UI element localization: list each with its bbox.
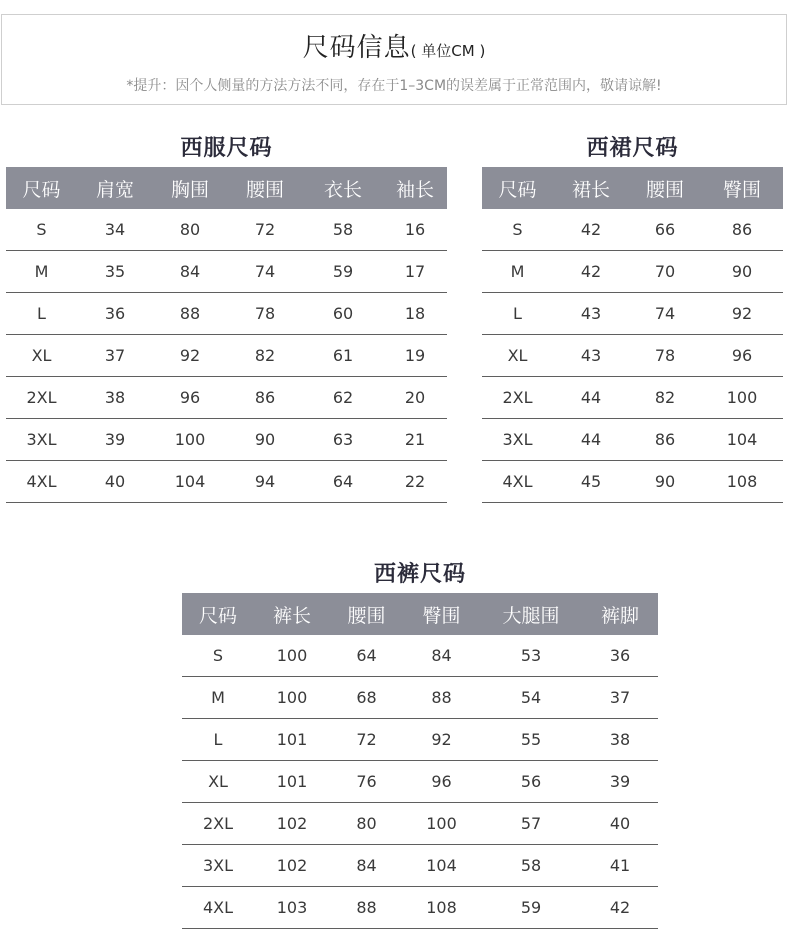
measurement-cell: 90 <box>227 419 303 461</box>
measurement-cell: 104 <box>403 845 480 887</box>
table-row <box>182 761 658 803</box>
measurement-cell: 58 <box>303 209 383 251</box>
skirt-size-table <box>482 167 783 503</box>
measurement-cell: 22 <box>383 461 447 503</box>
column-header: 臀围 <box>701 167 783 209</box>
measurement-cell: 101 <box>254 719 330 761</box>
measurement-cell: 84 <box>330 845 403 887</box>
column-header: 裤长 <box>254 593 330 635</box>
table-row <box>482 293 783 335</box>
table-row <box>482 251 783 293</box>
measurement-cell: 35 <box>77 251 153 293</box>
measurement-cell: 108 <box>701 461 783 503</box>
size-cell: M <box>182 677 254 719</box>
column-header: 大腿围 <box>480 593 582 635</box>
table-row <box>6 461 447 503</box>
size-cell: S <box>6 209 77 251</box>
measurement-cell: 57 <box>480 803 582 845</box>
measurement-cell: 78 <box>629 335 701 377</box>
table-row <box>6 209 447 251</box>
table-row <box>6 293 447 335</box>
measurement-cell: 44 <box>553 377 629 419</box>
measurement-cell: 53 <box>480 635 582 677</box>
measurement-cell: 55 <box>480 719 582 761</box>
measurement-cell: 92 <box>701 293 783 335</box>
column-header: 胸围 <box>153 167 227 209</box>
measurement-cell: 102 <box>254 803 330 845</box>
measurement-cell: 96 <box>701 335 783 377</box>
table-header-row <box>6 167 447 209</box>
size-cell: XL <box>182 761 254 803</box>
size-cell: 3XL <box>182 845 254 887</box>
measurement-cell: 38 <box>582 719 658 761</box>
size-cell: XL <box>482 335 553 377</box>
size-cell: 3XL <box>6 419 77 461</box>
column-header: 腰围 <box>330 593 403 635</box>
measurement-cell: 72 <box>330 719 403 761</box>
size-cell: 2XL <box>182 803 254 845</box>
measurement-cell: 59 <box>303 251 383 293</box>
size-cell: L <box>182 719 254 761</box>
measurement-cell: 86 <box>629 419 701 461</box>
column-header: 尺码 <box>6 167 77 209</box>
table-row <box>482 461 783 503</box>
measurement-cell: 70 <box>629 251 701 293</box>
measurement-cell: 56 <box>480 761 582 803</box>
table-row <box>182 887 658 929</box>
measurement-cell: 44 <box>553 419 629 461</box>
page-title <box>2 27 786 64</box>
measurement-cell: 63 <box>303 419 383 461</box>
measurement-cell: 17 <box>383 251 447 293</box>
size-cell: 4XL <box>182 887 254 929</box>
measurement-cell: 19 <box>383 335 447 377</box>
size-cell: S <box>482 209 553 251</box>
table-row <box>6 251 447 293</box>
measurement-cell: 102 <box>254 845 330 887</box>
title-text: 尺码信息 <box>302 33 411 63</box>
measurement-cell: 43 <box>553 293 629 335</box>
size-cell: S <box>182 635 254 677</box>
measurement-cell: 58 <box>480 845 582 887</box>
size-cell: L <box>6 293 77 335</box>
measurement-cell: 104 <box>153 461 227 503</box>
measurement-note: *提升：因个人侧量的方法方法不同，存在于1–3CM的误差属于正常范围内，敬请谅解! <box>126 78 662 94</box>
table-row <box>482 209 783 251</box>
column-header: 裤脚 <box>582 593 658 635</box>
measurement-cell: 100 <box>701 377 783 419</box>
measurement-cell: 86 <box>227 377 303 419</box>
measurement-cell: 92 <box>403 719 480 761</box>
measurement-cell: 100 <box>254 635 330 677</box>
size-cell: 2XL <box>482 377 553 419</box>
measurement-cell: 74 <box>227 251 303 293</box>
measurement-cell: 16 <box>383 209 447 251</box>
size-cell: M <box>6 251 77 293</box>
measurement-cell: 20 <box>383 377 447 419</box>
measurement-cell: 72 <box>227 209 303 251</box>
jacket-title: 西服尺码 <box>180 136 273 161</box>
measurement-cell: 92 <box>153 335 227 377</box>
measurement-cell: 80 <box>153 209 227 251</box>
measurement-cell: 40 <box>582 803 658 845</box>
table-row <box>6 419 447 461</box>
size-cell: 2XL <box>6 377 77 419</box>
size-cell: 3XL <box>482 419 553 461</box>
column-header: 腰围 <box>629 167 701 209</box>
measurement-cell: 62 <box>303 377 383 419</box>
measurement-cell: 74 <box>629 293 701 335</box>
measurement-cell: 54 <box>480 677 582 719</box>
measurement-cell: 18 <box>383 293 447 335</box>
measurement-cell: 36 <box>582 635 658 677</box>
measurement-cell: 100 <box>403 803 480 845</box>
measurement-cell: 42 <box>553 251 629 293</box>
table-row <box>182 803 658 845</box>
measurement-cell: 38 <box>77 377 153 419</box>
measurement-cell: 41 <box>582 845 658 887</box>
column-header: 裙长 <box>553 167 629 209</box>
table-row <box>182 677 658 719</box>
measurement-cell: 36 <box>77 293 153 335</box>
jacket-size-table <box>6 167 447 503</box>
measurement-cell: 88 <box>403 677 480 719</box>
measurement-cell: 84 <box>153 251 227 293</box>
size-info-header <box>1 14 787 105</box>
measurement-cell: 64 <box>303 461 383 503</box>
measurement-cell: 39 <box>77 419 153 461</box>
measurement-cell: 84 <box>403 635 480 677</box>
table-row <box>482 335 783 377</box>
size-cell: L <box>482 293 553 335</box>
measurement-cell: 39 <box>582 761 658 803</box>
measurement-cell: 59 <box>480 887 582 929</box>
measurement-cell: 82 <box>227 335 303 377</box>
measurement-cell: 66 <box>629 209 701 251</box>
measurement-cell: 100 <box>254 677 330 719</box>
table-row <box>182 635 658 677</box>
measurement-cell: 21 <box>383 419 447 461</box>
table-row <box>482 419 783 461</box>
measurement-cell: 80 <box>330 803 403 845</box>
measurement-cell: 86 <box>701 209 783 251</box>
measurement-cell: 100 <box>153 419 227 461</box>
column-header: 袖长 <box>383 167 447 209</box>
size-cell: 4XL <box>6 461 77 503</box>
table-row <box>182 845 658 887</box>
measurement-cell: 94 <box>227 461 303 503</box>
table-row <box>6 335 447 377</box>
measurement-cell: 68 <box>330 677 403 719</box>
measurement-cell: 60 <box>303 293 383 335</box>
measurement-cell: 34 <box>77 209 153 251</box>
measurement-cell: 78 <box>227 293 303 335</box>
measurement-cell: 90 <box>629 461 701 503</box>
column-header: 尺码 <box>182 593 254 635</box>
table-header-row <box>482 167 783 209</box>
measurement-cell: 104 <box>701 419 783 461</box>
table-row <box>482 377 783 419</box>
skirt-title: 西裙尺码 <box>586 136 679 161</box>
measurement-cell: 43 <box>553 335 629 377</box>
measurement-cell: 96 <box>403 761 480 803</box>
size-cell: M <box>482 251 553 293</box>
measurement-cell: 108 <box>403 887 480 929</box>
measurement-cell: 103 <box>254 887 330 929</box>
measurement-cell: 42 <box>553 209 629 251</box>
measurement-cell: 40 <box>77 461 153 503</box>
measurement-cell: 45 <box>553 461 629 503</box>
column-header: 尺码 <box>482 167 553 209</box>
column-header: 肩宽 <box>77 167 153 209</box>
size-cell: 4XL <box>482 461 553 503</box>
table-header-row <box>182 593 658 635</box>
measurement-cell: 42 <box>582 887 658 929</box>
table-row <box>6 377 447 419</box>
column-header: 腰围 <box>227 167 303 209</box>
table-row <box>182 719 658 761</box>
column-header: 臀围 <box>403 593 480 635</box>
measurement-cell: 82 <box>629 377 701 419</box>
measurement-cell: 76 <box>330 761 403 803</box>
measurement-cell: 101 <box>254 761 330 803</box>
measurement-cell: 90 <box>701 251 783 293</box>
measurement-cell: 61 <box>303 335 383 377</box>
measurement-cell: 37 <box>77 335 153 377</box>
pants-title: 西裤尺码 <box>373 562 466 587</box>
unit-label: ( 单位CM ) <box>410 42 486 60</box>
measurement-cell: 88 <box>153 293 227 335</box>
column-header: 衣长 <box>303 167 383 209</box>
measurement-cell: 37 <box>582 677 658 719</box>
measurement-cell: 96 <box>153 377 227 419</box>
pants-size-table <box>182 593 658 929</box>
measurement-cell: 64 <box>330 635 403 677</box>
size-cell: XL <box>6 335 77 377</box>
measurement-cell: 88 <box>330 887 403 929</box>
